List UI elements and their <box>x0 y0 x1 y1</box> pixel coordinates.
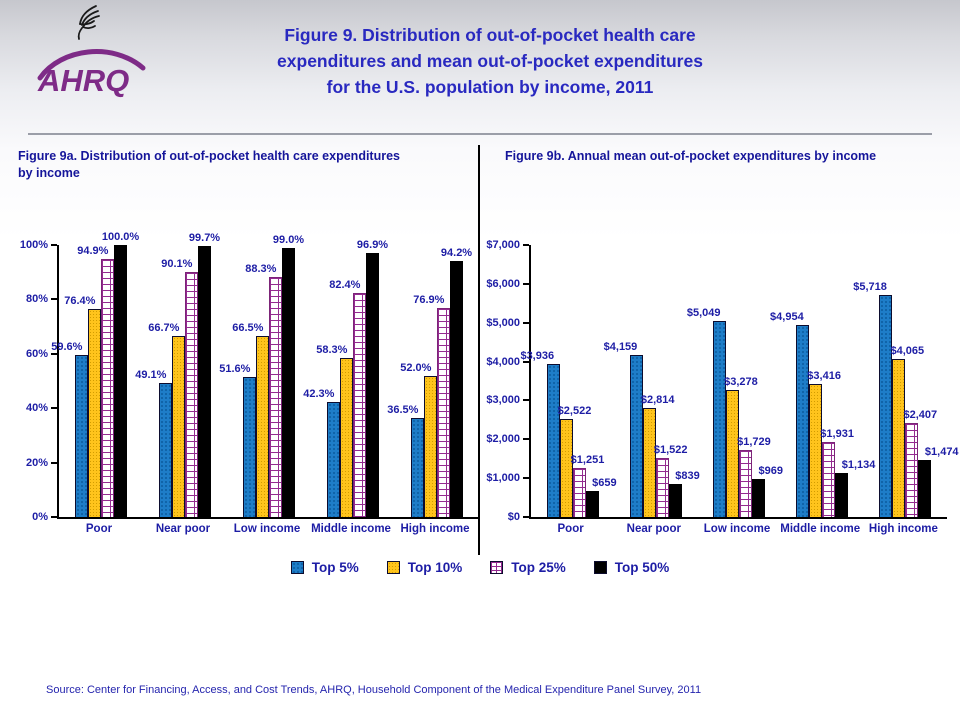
bar-top-50-near-poor <box>188 231 221 517</box>
legend-item-top-25 <box>490 560 566 575</box>
bar-top-50-near-poor <box>669 470 700 517</box>
data-label: 66.5% <box>232 322 264 335</box>
y-axis-tick <box>482 239 529 251</box>
figure-title-line3: for the U.S. population by income, 2011 <box>326 77 654 97</box>
data-label: 36.5% <box>387 403 419 416</box>
x-axis-label-low-income: Low income <box>703 523 771 535</box>
x-axis-label-middle-income: Middle income <box>780 523 861 535</box>
figure-title <box>150 22 830 100</box>
data-label: 99.7% <box>188 231 221 244</box>
bar-top-50-high-income <box>440 246 473 517</box>
y-axis-label: $4,000 <box>486 355 520 368</box>
data-label: 96.9% <box>356 239 389 252</box>
plot-area <box>51 231 479 519</box>
data-label: $2,522 <box>557 405 592 418</box>
bar-top-5-low-income <box>219 362 256 517</box>
y-axis-label: 40% <box>25 402 48 415</box>
legend-item-top-5 <box>291 560 359 575</box>
data-label: 99.0% <box>272 233 305 246</box>
data-label: 88.3% <box>245 262 277 275</box>
ahrq-logo <box>36 4 148 103</box>
y-axis-label: $1,000 <box>486 472 520 485</box>
figure9b-subtitle: Figure 9b. Annual mean out-of-pocket expenditures by income <box>505 149 877 163</box>
figure-title-line2: expenditures and mean out-of-pocket expenditures <box>277 51 703 71</box>
ahrq-wordmark <box>37 42 147 98</box>
figure-title-line1: Figure 9. Distribution of out-of-pocket health care <box>284 25 696 45</box>
bar-top-50-low-income <box>272 233 305 517</box>
y-axis-label: $5,000 <box>486 316 520 329</box>
y-axis-tick <box>482 278 529 290</box>
data-label: 52.0% <box>400 361 432 374</box>
chart-figure9a <box>10 229 477 544</box>
data-label: $1,251 <box>570 454 605 467</box>
hhs-eagle-icon <box>70 4 104 42</box>
legend-item-top-10 <box>387 560 463 575</box>
data-label: 58.3% <box>316 344 348 357</box>
y-axis-tick <box>482 433 529 445</box>
data-label: $3,416 <box>807 370 841 383</box>
legend-swatch-yellow-icon <box>387 561 400 574</box>
bar-top-5-middle-income <box>303 387 340 517</box>
data-label: 94.9% <box>77 244 109 257</box>
legend-label: Top 25% <box>511 560 566 575</box>
bar-group-middle-income <box>303 239 395 517</box>
data-label: 49.1% <box>135 369 167 382</box>
data-label: $3,278 <box>724 375 758 388</box>
data-label: $969 <box>758 465 783 478</box>
data-label: 94.2% <box>440 246 473 259</box>
bar-top-5-high-income <box>387 403 424 517</box>
x-axis-label-poor: Poor <box>557 523 584 535</box>
data-label: $1,474 <box>924 445 959 458</box>
bar-top-50-poor <box>101 231 140 517</box>
bar-top-5-poor <box>51 340 88 517</box>
data-label: $1,522 <box>653 443 688 456</box>
x-axis-label-near-poor: Near poor <box>155 523 211 535</box>
x-axis-label-poor: Poor <box>85 523 113 535</box>
data-label: $4,159 <box>603 341 638 354</box>
source-note: Source: Center for Financing, Access, and Cost Trends, AHRQ, Household Component of the Medical Expenditure Panel Survey, 2011 <box>46 684 702 696</box>
y-axis-label: 0% <box>32 511 48 523</box>
legend-swatch-brick-icon <box>490 561 503 574</box>
figure9a-subtitle: Figure 9a. Distribution of out-of-pocket health care expenditures by income <box>18 149 400 180</box>
bar-top-25-high-income <box>903 409 938 517</box>
bar-group-low-income <box>219 233 311 517</box>
bar-group-poor <box>520 245 617 517</box>
bar-top-50-middle-income <box>835 458 876 517</box>
y-axis-label: 100% <box>19 239 48 251</box>
y-axis-label: 20% <box>25 456 48 469</box>
bar-top-25-middle-income <box>820 427 854 517</box>
data-label: 82.4% <box>329 278 361 291</box>
y-axis-tick <box>10 511 57 523</box>
chart-figure9b <box>482 229 959 544</box>
x-axis-label-high-income: High income <box>400 523 470 535</box>
data-label: $1,134 <box>841 458 876 471</box>
y-axis-tick <box>482 472 529 484</box>
y-axis-label: $0 <box>507 511 520 523</box>
y-axis-tick <box>10 293 57 305</box>
legend <box>0 560 960 575</box>
data-label: 76.9% <box>413 293 445 306</box>
svg-text:AHRQ: AHRQ <box>38 63 130 98</box>
y-axis-label: 60% <box>25 347 48 360</box>
data-label: 90.1% <box>161 257 193 270</box>
legend-swatch-black-icon <box>594 561 607 574</box>
legend-label: Top 5% <box>311 560 359 575</box>
plot-area <box>520 245 959 519</box>
data-label: $839 <box>675 470 700 483</box>
legend-label: Top 10% <box>407 560 463 575</box>
data-label: $4,065 <box>890 345 925 358</box>
data-label: $2,814 <box>640 393 675 406</box>
y-axis-tick <box>10 239 57 251</box>
data-label: $659 <box>592 477 617 490</box>
bar-top-50-poor <box>586 477 617 517</box>
data-label: $5,049 <box>686 306 721 319</box>
y-axis-label: 80% <box>25 293 48 306</box>
data-label: 42.3% <box>303 387 335 400</box>
y-axis-tick <box>482 394 529 406</box>
x-axis-label-near-poor: Near poor <box>626 523 681 535</box>
data-label: 59.6% <box>51 340 83 353</box>
x-axis-label-middle-income: Middle income <box>311 523 391 535</box>
y-axis-label: $2,000 <box>486 433 520 446</box>
x-axis-labels <box>57 523 477 535</box>
legend-swatch-blue-icon <box>291 561 304 574</box>
y-axis <box>10 229 57 544</box>
data-label: $2,407 <box>903 409 938 422</box>
x-axis-label-high-income: High income <box>868 523 938 535</box>
data-label: $1,931 <box>820 427 854 440</box>
data-label: 66.7% <box>148 321 180 334</box>
y-axis-tick <box>10 457 57 469</box>
data-label: 51.6% <box>219 362 251 375</box>
x-axis-labels <box>529 523 945 535</box>
y-axis <box>482 229 529 544</box>
data-label: 100.0% <box>101 231 140 243</box>
data-label: $3,936 <box>520 350 555 363</box>
x-axis-label-low-income: Low income <box>233 523 301 535</box>
data-label: $4,954 <box>770 310 804 323</box>
y-axis-tick <box>482 511 529 523</box>
data-label: $1,729 <box>737 435 771 448</box>
data-label: $5,718 <box>853 280 887 293</box>
bar-top-50-middle-income <box>356 239 389 517</box>
y-axis-label: $7,000 <box>486 239 520 251</box>
bar-top-5-poor <box>520 350 560 517</box>
bar-group-near-poor <box>135 231 227 517</box>
bar-top-50-low-income <box>752 465 783 517</box>
bar-group-poor <box>51 231 143 517</box>
y-axis-tick <box>10 348 57 360</box>
legend-item-top-50 <box>594 560 670 575</box>
legend-label: Top 50% <box>614 560 670 575</box>
bar-top-5-near-poor <box>135 369 172 517</box>
data-label: 76.4% <box>64 295 96 308</box>
bar-top-50-high-income <box>918 445 959 517</box>
y-axis-label: $3,000 <box>486 394 520 407</box>
header-divider <box>28 133 932 135</box>
y-axis-tick <box>10 402 57 414</box>
bar-group-high-income <box>387 245 479 517</box>
y-axis-label: $6,000 <box>486 277 520 290</box>
y-axis-tick <box>482 317 529 329</box>
